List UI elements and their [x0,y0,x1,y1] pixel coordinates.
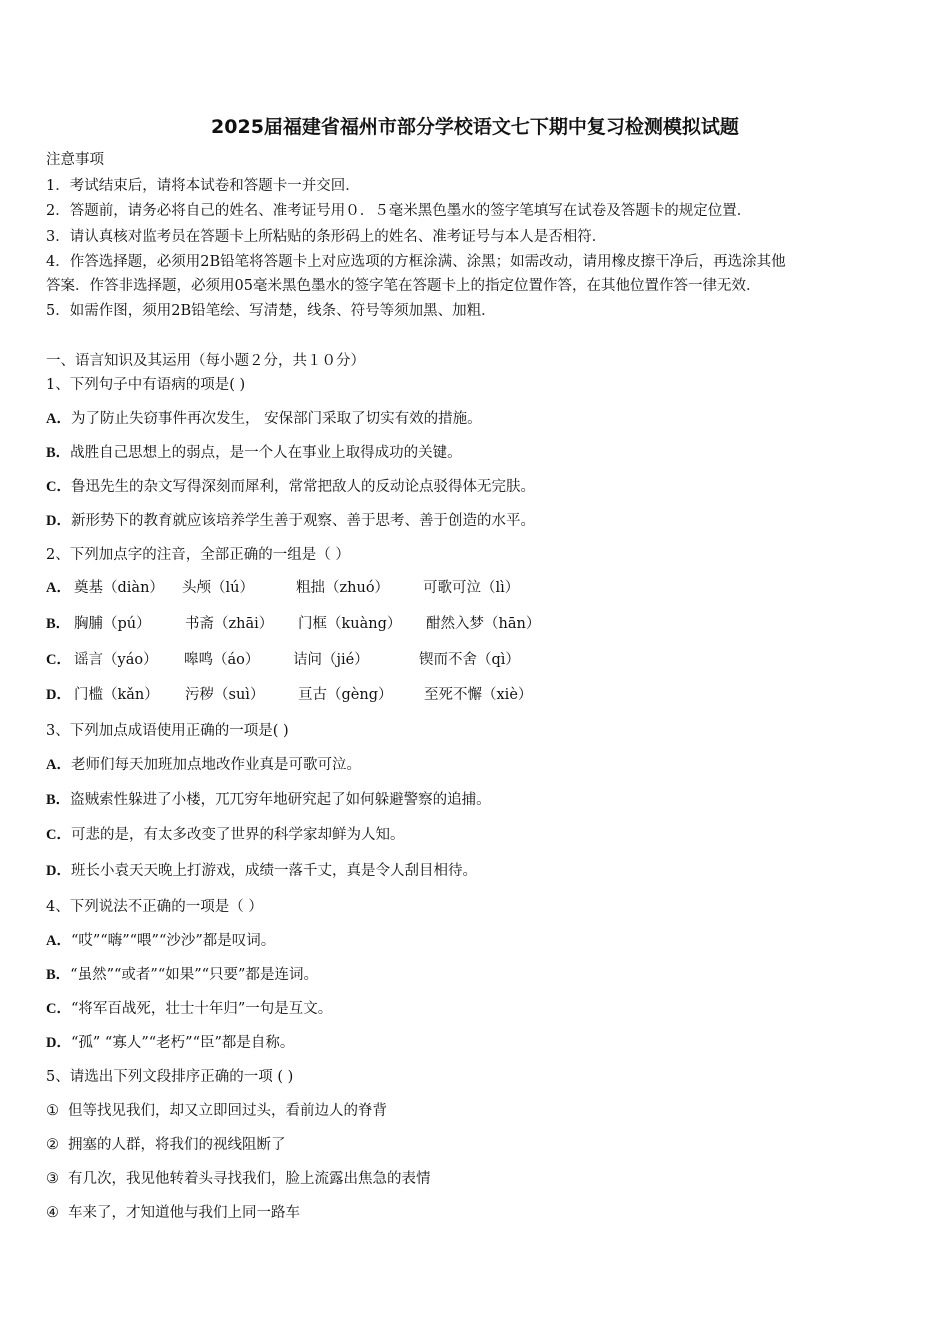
option-letter: C． [46,479,71,495]
pinyin-item: 门框（kuàng） [298,616,402,632]
notice-item: 3．请认真核对监考员在答题卡上所粘贴的条形码上的姓名、准考证号与本人是否相符． [46,229,607,245]
option-a [46,409,482,429]
notice-item: 1．考试结束后，请将本试卷和答题卡一并交回． [46,178,360,194]
sentence-item [46,1135,286,1155]
pinyin-item: 酣然入梦（hān） [426,616,541,632]
option-c [46,477,535,497]
option-a [46,931,275,951]
option-letter: B． [46,616,71,632]
pinyin-item: 奠基（diàn） [74,580,164,596]
option-text: 新形势下的教育就应该培养学生善于观察、善于思考、善于创造的水平。 [70,513,535,529]
option-text: “虽然”“或者”“如果”“只要”都是连词。 [70,967,318,983]
pinyin-item: 可歌可泣（lì） [423,580,520,596]
option-d [46,1033,294,1053]
sentence-text: 有几次，我见他转着头寻找我们，脸上流露出焦急的表情 [68,1171,431,1187]
pinyin-item: 嗥鸣（áo） [184,652,260,668]
question-stem: 5、请选出下列文段排序正确的一项 ( ) [46,1069,294,1085]
option-b [46,790,491,810]
notice-item: 答案．作答非选择题，必须用05毫米黑色墨水的签字笔在答题卡上的指定位置作答，在其他位置作答一律无效． [46,278,761,294]
notice-heading: 注意事项 [46,152,104,168]
option-letter: B． [46,445,71,461]
option-d [46,511,535,531]
option-letter: C． [46,652,71,668]
section-heading: 一、语言知识及其运用（每小题２分，共１０分） [46,353,365,369]
pinyin-item: 污秽（suì） [185,687,265,703]
sentence-item [46,1203,300,1223]
option-letter: B． [46,967,71,983]
pinyin-item: 门槛（kǎn） [74,687,159,703]
option-a [46,755,361,775]
pinyin-item: 书斋（zhāi） [185,616,274,632]
pinyin-item: 至死不懈（xiè） [424,687,533,703]
option-letter: D． [46,1035,71,1051]
sentence-text: 但等找见我们，却又立即回过头，看前边人的脊背 [68,1103,387,1119]
option-text: 老师们每天加班加点地改作业真是可歌可泣。 [70,757,361,773]
notice-item: 4．作答选择题，必须用2B铅笔将答题卡上对应选项的方框涂满、涂黑；如需改动，请用橡皮擦干净后，再选涂其他 [46,254,786,270]
option-c [46,650,906,672]
option-b [46,614,906,636]
pinyin-item: 锲而不舍（qì） [419,652,520,668]
option-letter: A． [46,933,71,949]
option-text: “孤” “寡人”“老朽”“臣”都是自称。 [70,1035,295,1051]
question-stem: 2、下列加点字的注音，全部正确的一组是（ ） [46,547,350,563]
option-b [46,443,462,463]
question-stem: 1、下列句子中有语病的项是( ) [46,377,246,393]
option-letter: D． [46,687,71,703]
exam-title: 2025届福建省福州市部分学校语文七下期中复习检测模拟试题 [211,116,739,138]
option-text: 盗贼索性躲进了小楼，兀兀穷年地研究起了如何躲避警察的追捕。 [70,792,491,808]
pinyin-item: 亘古（gèng） [298,687,393,703]
option-letter: B． [46,792,71,808]
sentence-number: ③ [46,1171,59,1187]
pinyin-item: 诘问（jié） [293,652,369,668]
option-letter: D． [46,513,71,529]
option-text: “将军百战死，壮士十年归”一句是互文。 [70,1001,333,1017]
sentence-number: ④ [46,1205,59,1221]
sentence-text: 车来了，才知道他与我们上同一路车 [68,1205,300,1221]
option-c [46,825,404,845]
option-letter: A． [46,411,71,427]
option-text: 战胜自己思想上的弱点，是一个人在事业上取得成功的关键。 [70,445,462,461]
option-letter: D． [46,863,71,879]
sentence-text: 拥塞的人群，将我们的视线阻断了 [68,1137,286,1153]
option-text: 为了防止失窃事件再次发生， 安保部门采取了切实有效的措施。 [70,411,482,427]
pinyin-item: 谣言（yáo） [74,652,158,668]
question-stem: 3、下列加点成语使用正确的一项是( ) [46,723,289,739]
option-letter: A． [46,580,71,596]
sentence-number: ① [46,1103,59,1119]
pinyin-item: 粗拙（zhuó） [296,580,390,596]
pinyin-item: 胸脯（pú） [74,616,151,632]
option-text: 班长小袁天天晚上打游戏，成绩一落千丈，真是令人刮目相待。 [70,863,477,879]
option-letter: C． [46,827,71,843]
notice-item: 2．答题前，请务必将自己的姓名、准考证号用０．５毫米黑色墨水的签字笔填写在试卷及答题卡的规定位置． [46,203,752,219]
notice-item: 5．如需作图，须用2B铅笔绘、写清楚，线条、符号等须加黑、加粗． [46,303,496,319]
option-d [46,861,477,881]
option-c [46,999,332,1019]
option-text: “哎”“嗨”“喂”“沙沙”都是叹词。 [70,933,276,949]
sentence-number: ② [46,1137,59,1153]
pinyin-item: 头颅（lú） [182,580,254,596]
question-stem: 4、下列说法不正确的一项是（ ） [46,899,263,915]
option-b [46,965,318,985]
sentence-item [46,1101,387,1121]
sentence-item [46,1169,431,1189]
option-a [46,578,906,600]
option-letter: C． [46,1001,71,1017]
option-text: 可悲的是，有太多改变了世界的科学家却鲜为人知。 [70,827,405,843]
option-text: 鲁迅先生的杂文写得深刻而犀利，常常把敌人的反动论点驳得体无完肤。 [70,479,535,495]
option-d [46,685,906,707]
option-letter: A． [46,757,71,773]
